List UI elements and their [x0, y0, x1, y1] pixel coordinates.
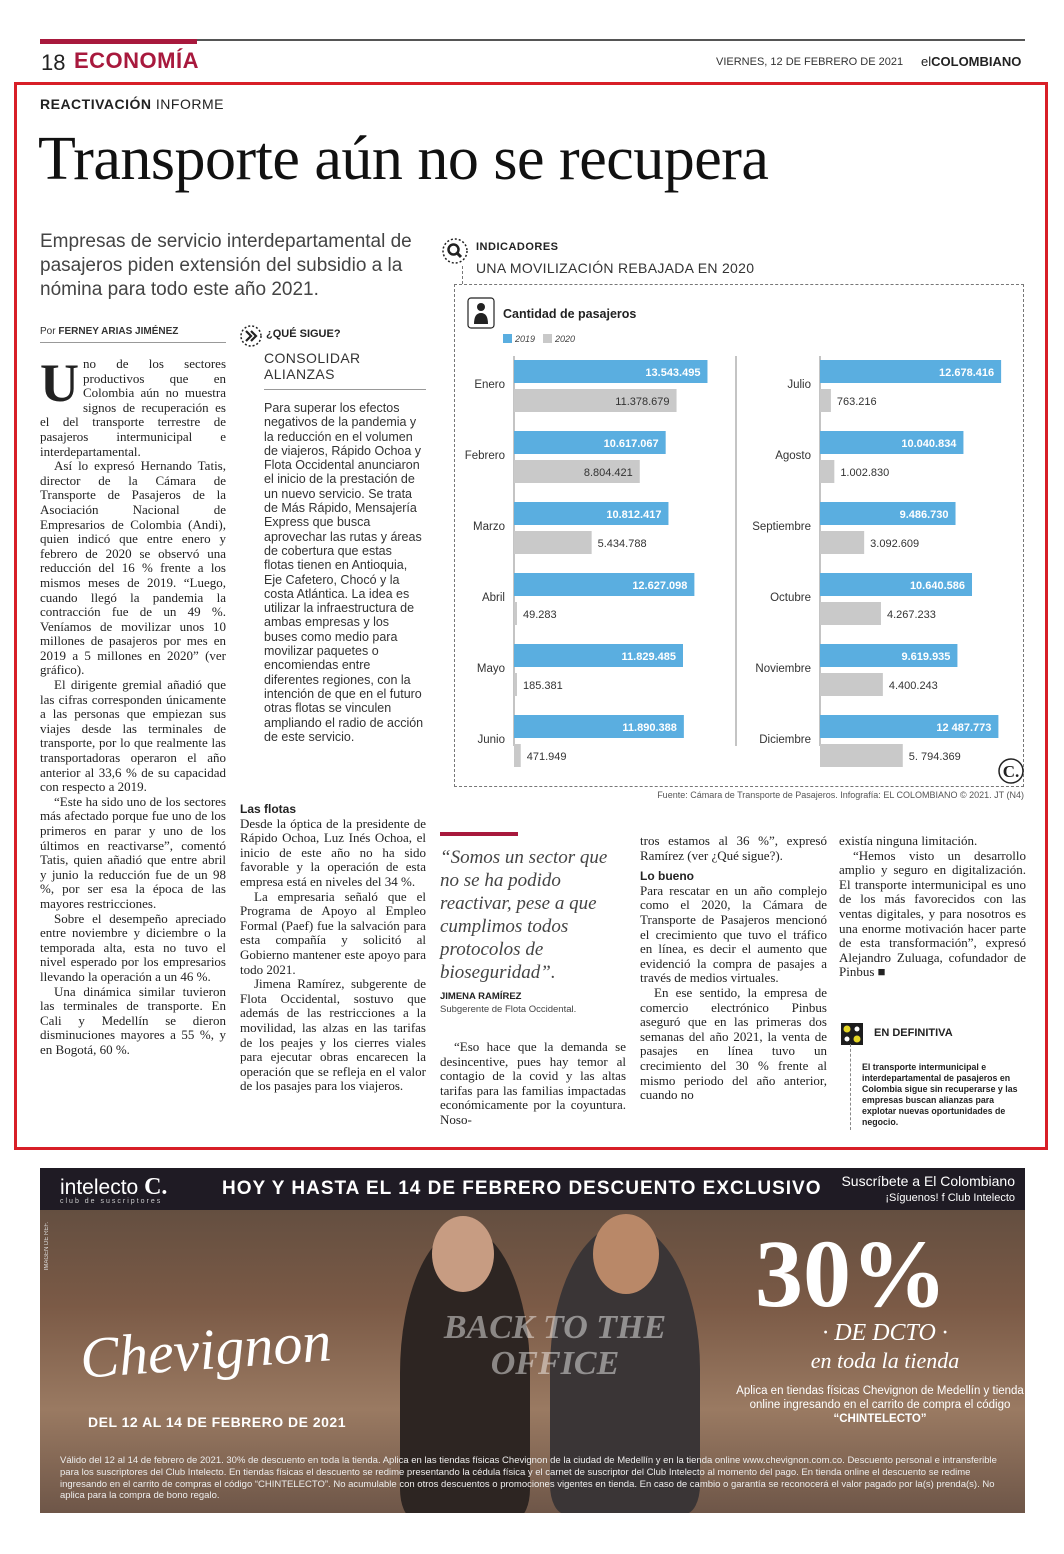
- quote-author: JIMENA RAMÍREZ: [440, 991, 522, 1002]
- article-column-3: [440, 1040, 626, 1128]
- definitiva-label: EN DEFINITIVA: [874, 1027, 953, 1039]
- paragraph-8: La empresaria señaló que el Programa de Apoyo al Empleo Formal (Paef) fue la salvación para esta compañía y solicitó al Gobierno mantener este apoyo para todo 2021.: [240, 888, 426, 977]
- paragraph-14: existía ninguna limitación.: [839, 833, 978, 848]
- bar-2020-octubre: [820, 602, 881, 625]
- bar-label-2019-abril: 12.627.098: [632, 580, 688, 592]
- section-accent-bar: [40, 39, 197, 44]
- category-label-noviembre: Noviembre: [755, 663, 811, 675]
- bar-label-2020-febrero: 8.804.421: [583, 467, 633, 479]
- paragraph-13: En ese sentido, la empresa de comercio electrónico Pinbus aseguró que en las primeras dos semanas del año 2021, la venta de pasajes en línea tuvo un crecimiento del 30 % frente al mismo periodo del año anterior, cuando no: [640, 984, 827, 1103]
- byline-prefix: Por: [40, 326, 56, 337]
- dropcap: U: [40, 353, 79, 413]
- kicker-topic: REACTIVACIÓN: [40, 96, 152, 112]
- page-number: 18: [41, 50, 66, 75]
- category-label-febrero: Febrero: [464, 450, 505, 462]
- bar-label-2019-julio: 12.678.416: [939, 367, 995, 379]
- pull-quote: “Somos un sector que no se ha podido reactivar, pese a que cumplimos todos protocolos de bioseguridad”.: [440, 847, 608, 983]
- sidebar-rule: [264, 389, 426, 390]
- paragraph-5: Sobre el desempeño apreciado entre noviembre y diciembre o la temporada alta, esta no tuvo el nivel esperado por los empresarios llevando la operación a un 46 %.: [40, 910, 226, 984]
- category-label-julio: Julio: [787, 379, 811, 391]
- bar-2020-junio: [514, 744, 521, 767]
- ad-discount-percent: 30%: [755, 1220, 947, 1327]
- legend-label-2019: 2019: [515, 334, 536, 344]
- ad-logo-sub: club de suscriptores: [60, 1198, 163, 1205]
- ad-dates: DEL 12 AL 14 DE FEBRERO DE 2021: [88, 1414, 346, 1430]
- bar-label-2019-diciembre: 12 487.773: [936, 722, 992, 734]
- bar-label-2020-diciembre: 5. 794.369: [908, 751, 961, 763]
- paragraph-11: tros estamos al 36 %”, expresó Ramírez (ver ¿Qué sigue?).: [640, 833, 827, 863]
- category-label-enero: Enero: [474, 379, 505, 391]
- quote-accent-bar: [440, 832, 518, 836]
- article-column-1: [40, 353, 226, 1058]
- sidebar-text: Para superar los efectos negativos de la pandemia y la reducción en el volumen de viajeros, Rápido Ochoa y Flota Occidental anunciaron el inicio de la prestación de un nuevo servicio. Se trata de Más Rápido, Mensajería Express que busca aprovechar las rutas y áreas de cobertura que estas flotas tienen en Antioquia, Eje Cafetero, Chocó y la costa Atlántica. La idea es utilizar la infraestructura de ambas empresas y los buses como medio para movilizar paquetes o encomiendas entre diferentes regiones, con la intención de que en el futuro otras flotas se vinculen ampliando el radio de acción de este servicio.: [264, 401, 424, 744]
- sidebar-title: CONSOLIDAR ALIANZAS: [264, 350, 361, 382]
- paragraph-1: no de los sectores productivos que en Colombia aún no muestra signos de recuperación es el del transporte terrestre de pasajeros intermunicipal e interdepartamental.: [40, 356, 226, 459]
- paragraph-12: Para rescatar en un año complejo como el 2020, la Cámara de Transporte de Pasajeros mencionó el crecimiento que tuvo el tráfico en línea, es decir el aumento que evidenció la compra de pasajes a través de medios virtuales.: [640, 882, 827, 986]
- bar-2020-mayo: [514, 673, 517, 696]
- headline: Transporte aún no se recupera: [38, 125, 769, 193]
- paragraph-10: “Eso hace que la demanda se desincentive, pues hay temor al contagio de la covid y las altas tarifas para las familias impactadas económicamente por la coyuntura. Noso-: [440, 1039, 626, 1127]
- model-woman-face: [432, 1216, 494, 1292]
- category-label-diciembre: Diciembre: [759, 734, 811, 746]
- kicker: [40, 96, 224, 112]
- bar-label-2020-abril: 49.283: [523, 609, 557, 621]
- ad-logo-mark: C.: [144, 1174, 168, 1200]
- bar-label-2020-noviembre: 4.400.243: [888, 680, 938, 692]
- category-label-octubre: Octubre: [770, 592, 811, 604]
- person-icon-head: [477, 303, 485, 311]
- article-column-4: [640, 834, 827, 1103]
- logo-mark: C.: [1002, 762, 1020, 781]
- legend-label-2020: 2020: [555, 334, 576, 344]
- ad-logo: [60, 1174, 167, 1201]
- bar-label-2019-junio: 11.890.388: [622, 722, 677, 734]
- subhead-las-flotas: Las flotas: [240, 802, 297, 816]
- advertisement[interactable]: [40, 1168, 1025, 1513]
- bar-label-2020-agosto: 1.002.830: [840, 467, 890, 479]
- bar-2020-agosto: [820, 460, 834, 483]
- deck: Empresas de servicio interdepartamental de pasajeros piden extensión del subsidio a la nómina para todo este año 2021.: [40, 231, 412, 300]
- paragraph-3: El dirigente gremial añadió que las cifras corresponden únicamente a las personas que empiezan sus viajes desde las terminales de transporte, por lo que realmente las transportadoras operaron el año anterior al 33,6 % de su capacidad con respecto a 2019.: [40, 677, 226, 795]
- ad-subscribe-link[interactable]: Suscríbete a El Colombiano: [841, 1173, 1015, 1189]
- byline-rule: [40, 342, 226, 343]
- chart-title: Cantidad de pasajeros: [503, 307, 637, 321]
- bar-label-2019-febrero: 10.617.067: [603, 438, 659, 450]
- byline: [40, 326, 178, 337]
- bar-2020-julio: [820, 389, 831, 412]
- ad-headline: HOY Y HASTA EL 14 DE FEBRERO DESCUENTO EXCLUSIVO: [222, 1178, 822, 1199]
- bar-label-2020-julio: 763.216: [836, 396, 877, 408]
- quote-author-role: Subgerente de Flota Occidental.: [440, 1004, 577, 1015]
- legend-swatch-2020: [543, 334, 552, 343]
- paragraph-6: Una dinámica similar tuvieron las terminales de transporte. En Cali y Medellín se dieron disminuciones mayores a 55 %, y en Bogotá, 60 %.: [40, 983, 226, 1057]
- infographic-label: INDICADORES: [476, 241, 559, 253]
- category-label-junio: Junio: [477, 734, 505, 746]
- bar-label-2019-marzo: 10.812.417: [606, 509, 662, 521]
- model-man-face: [593, 1214, 659, 1294]
- bar-label-2019-mayo: 11.829.485: [621, 651, 676, 663]
- ad-apply-text: [730, 1384, 1025, 1426]
- legend-swatch-2019: [503, 334, 512, 343]
- paragraph-15: “Hemos visto un desarrollo amplio y seguro en digitalización. El transporte intermunicipal es uno de los más favorecidos con las ventas digitales, y para nosotros es una enorme motivación hacer parte de esta transformación”, expresó Alejandro Zuluaga, cofundador de Pinbus ■: [839, 847, 1026, 980]
- bar-label-2019-octubre: 10.640.586: [909, 580, 966, 592]
- brand-name: COLOMBIANO: [931, 54, 1022, 69]
- ad-apply-body: Aplica en tiendas físicas Chevignon de Medellín y tienda online ingresando en el carrito de compra el código: [736, 1385, 1024, 1411]
- kicker-type: INFORME: [155, 96, 224, 112]
- bar-chart: [454, 284, 1024, 787]
- category-label-mayo: Mayo: [476, 663, 505, 675]
- article-column-2: [240, 800, 426, 1094]
- ad-legal-text: Válido del 12 al 14 de febrero de 2021. 30% de descuento en toda la tienda. Aplica en las tiendas físicas Chevignon de la ciudad de Medellín y en la tienda online www.chevignon.com.co. Descuento personal e intransferible para los suscriptores del Club Intelecto. En tiendas físicas el descuento se redime presentando la cédula física y el carnet de suscriptor del Club Intelecto al momento del pago. En tienda online el descuento se redime ingresando en el carrito de compras el código “CHINTELECTO”. No acumulable con otros descuentos o promociones vigentes en tienda. En caso de cambio o garantía se reconocerá el valor pagado por la(s) prenda(s). No aplica para la compra de bono regalo.: [60, 1455, 997, 1502]
- bar-label-2019-noviembre: 9.619.935: [901, 651, 951, 663]
- category-label-agosto: Agosto: [775, 450, 811, 462]
- category-label-marzo: Marzo: [473, 521, 505, 533]
- bar-label-2020-septiembre: 3.092.609: [870, 538, 920, 550]
- byline-author: FERNEY ARIAS JIMÉNEZ: [58, 326, 179, 337]
- bar-2020-noviembre: [820, 673, 883, 696]
- subhead-lo-bueno: Lo bueno: [640, 869, 694, 884]
- bar-label-2020-enero: 11.378.679: [615, 396, 670, 408]
- bar-label-2019-enero: 13.543.495: [645, 367, 701, 379]
- article-column-5: [839, 834, 1026, 980]
- paragraph-7: Desde la óptica de la presidente de Rápido Ochoa, Luz Inés Ochoa, el inicio de este año no ha sido favorable y la operación de esta empresa está en niveles del 34 %.: [240, 815, 426, 889]
- bar-label-2020-marzo: 5.434.788: [597, 538, 647, 550]
- double-chevron-icon: [240, 325, 262, 347]
- bar-2020-septiembre: [820, 531, 864, 554]
- ad-back-to-office: BACK TO THE OFFICE: [443, 1309, 667, 1382]
- brand-prefix: el: [921, 54, 932, 69]
- paragraph-9: Jimena Ramírez, subgerente de Flota Occidental, sostuvo que además de las restricciones a la movilidad, las alzas en las tarifas de los peajes y los cierres viales para ejecutar obras encarecen la operación que se refleja en el valor de los pasajes para los viajeros.: [240, 976, 426, 1094]
- bar-label-2020-junio: 471.949: [526, 751, 567, 763]
- magnifier-icon: [442, 238, 468, 264]
- category-label-septiembre: Septiembre: [752, 521, 811, 533]
- bar-label-2020-mayo: 185.381: [523, 680, 563, 692]
- ad-side-note: IMAGEN DE REF.: [44, 1222, 50, 1271]
- chart-source: Fuente: Cámara de Transporte de Pasajeros. Infografía: EL COLOMBIANO © 2021. JT (N4): [657, 790, 1024, 800]
- bar-group: [465, 360, 1001, 767]
- section-name: ECONOMÍA: [74, 48, 199, 73]
- ad-discount-label: · DE DCTO ·: [822, 1320, 948, 1346]
- ad-follow-link[interactable]: ¡Síguenos! f Club Intelecto: [885, 1192, 1015, 1204]
- category-label-abril: Abril: [481, 592, 505, 604]
- bar-2020-diciembre: [820, 744, 903, 767]
- paragraph-2: Así lo expresó Hernando Tatis, director de la Cámara de Transporte de Pasajeros de la Asociación Nacional de Empresarios de Colombia (Andi), quien indicó que entre enero y febrero de 2020 se observó una reducción del 16 % frente a los mismos meses de 2019. “Luego, cuando llegó la pandemia la contracción fue de un 49 %. Veníamos de movilizar unos 10 millones de pasajeros por mes en 2019 a 5 millones en 2020” (ver gráfico).: [40, 458, 226, 678]
- ad-logo-text: intelecto: [60, 1176, 139, 1199]
- sidebar-label: ¿QUÉ SIGUE?: [266, 328, 341, 340]
- dateline: VIERNES, 12 DE FEBRERO DE 2021: [716, 56, 904, 68]
- ad-brand-logo: Chevignon: [78, 1308, 334, 1391]
- bar-label-2019-agosto: 10.040.834: [901, 438, 957, 450]
- bar-2020-abril: [514, 602, 517, 625]
- paragraph-4: “Este ha sido uno de los sectores más afectado porque fue uno de los primeros en parar y uno de los últimos en reactivarse”, comentó Tatis, quien añadió que entre abril y junio la reducción fue de un 98 %, por ser esa la época de las mayores restricciones.: [40, 793, 226, 911]
- infographic-title: UNA MOVILIZACIÓN REBAJADA EN 2020: [476, 260, 755, 276]
- ad-store-label: en toda la tienda: [810, 1348, 960, 1373]
- bar-label-2019-septiembre: 9.486.730: [899, 509, 949, 521]
- bar-2020-marzo: [514, 531, 592, 554]
- newspaper-brand: [921, 54, 1021, 69]
- ad-promo-code: “CHINTELECTO”: [833, 1413, 927, 1425]
- infographic-connector: [462, 266, 463, 284]
- bar-label-2020-octubre: 4.267.233: [886, 609, 936, 621]
- checker-icon: [840, 1022, 864, 1046]
- definitiva-text: El transporte intermunicipal e interdepartamental de pasajeros en Colombia sigue sin recuperarse y las empresas buscan alianzas para explotar nuevas oportunidades de negocio.: [862, 1062, 1018, 1127]
